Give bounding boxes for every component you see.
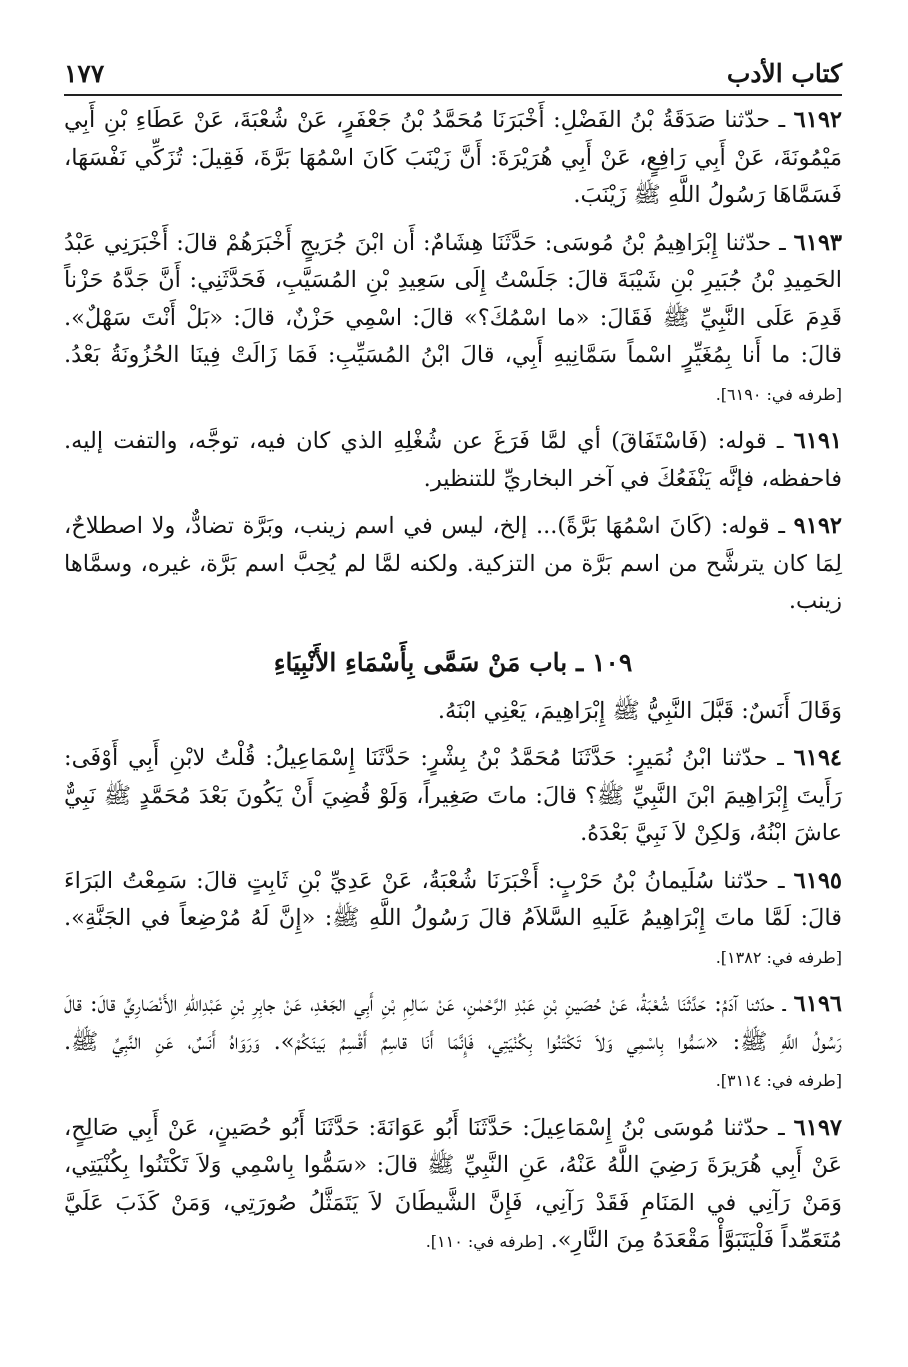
hadith-6196: ٦١٩٦ ـ حدّثنا آدَمُ: حَدَّثَنَا شُعْبَةُ، عَنْ حُصَينِ بْنِ عَبْدِ الرَّحْمٰنِ، عَنْ سَالِمِ بْنِ أَبِي الجَعْدِ، عَنْ جابِرِ بْنِ عَبْدِاللهِ الأَنْصَارِيِّ قالَ: قالَ رَسُولُ اللَّهِ ﷺ: «سَمُّوا بِاسْمِي وَلاَ تَكْتَنُوا بِكُنْيَتِي، فَإِنَّمَا أَنَا قاسِمٌ أَقْسِمُ بَينَكُمْ». وَرَوَاهُ أَنَسٌ، عَنِ النَّبِيِّ ﷺ. [طرفه في: ٣١١٤]. xyxy=(64,991,842,1090)
hadith-text: حدّثنا آدَمُ: حَدَّثَنَا شُعْبَةُ، عَنْ حُصَينِ بْنِ عَبْدِ الرَّحْمٰنِ، عَنْ سَالِمِ بْنِ أَبِي الجَعْدِ، عَنْ جابِرِ بْنِ عَبْدِاللهِ الأَنْصَارِيِّ قالَ: قالَ رَسُولُ اللَّهِ ﷺ: «سَمُّوا بِاسْمِي وَلاَ تَكْتَنُوا بِكُنْيَتِي، فَإِنَّمَا أَنَا قاسِمٌ أَقْسِمُ بَينَكُمْ». وَرَوَاهُ أَنَسٌ، عَنِ النَّبِيِّ ﷺ. xyxy=(64,991,842,1055)
chapter-number: ١٠٩ xyxy=(592,647,633,677)
hadith-6195: ٦١٩٥ ـ حدّثنا سُلَيمانُ بْنُ حَرْبٍ: أَخْبَرَنَا شُعْبَةُ، عَنْ عَدِيِّ بْنِ ثَابِتٍ قالَ: سَمِعْتُ البَرَاءَ قالَ: لَمَّا ماتَ إِبْرَاهِيمُ عَلَيهِ السَّلاَمُ قالَ رَسُولُ اللَّهِ ﷺ: «إِنَّ لَهُ مُرْضِعاً في الجَنَّةِ». [طرفه في: ١٣٨٢]. xyxy=(64,867,842,967)
cross-reference: [طرفه في: ١٣٨٢]. xyxy=(715,947,842,967)
hadith-number: ٦١٩٥ xyxy=(793,867,842,894)
commentary-6191: ٦١٩١ ـ قوله: (فَاسْتَفَاقَ) أي لمَّا فَرَغَ عن شُغْلِهِ الذي كان فيه، توجَّه، والتفت إليه. فاحفظه، فإنَّه يَنْفَعُكَ في آخر البخاريِّ للتنظير. xyxy=(64,428,842,492)
hadith-text: حدّثنا مُوسَى بْنُ إِسْمَاعِيلَ: حَدَّثَنَا أَبُو عَوَانَةَ: حَدَّثَنَا أَبُو حُصَينٍ، عَنْ أَبِي صَالِحٍ، عَنْ أَبِي هُرَيرَةَ رَضِيَ اللَّهُ عَنْهُ، عَنِ النَّبِيِّ ﷺ قالَ: «سَمُّوا بِاسْمِي وَلاَ تَكْتَنُوا بِكُنْيَتِي، وَمَنْ رَآنِي في المَنَامِ فَقَدْ رَآنِي، فَإِنَّ الشَّيطَانَ لاَ يَتَمَثَّلُ صُورَتِي، وَمَنْ كَذَبَ عَلَيَّ مُتَعَمِّداً فَلْيَتَبَوَّأْ مَقْعَدَهُ مِنَ النَّارِ». xyxy=(64,1114,842,1253)
hadith-6194: ٦١٩٤ ـ حدّثنا ابْنُ نُمَيرٍ: حَدَّثَنَا مُحَمَّدُ بْنُ بِشْرٍ: حَدَّثَنَا إِسْمَاعِيلُ: قُلْتُ لابْنِ أَبِي أَوْفَى: رَأَيتَ إِبْرَاهِيمَ ابْنَ النَّبِيِّ ﷺ؟ قالَ: ماتَ صَغِيراً، وَلَوْ قُضِيَ أَنْ يَكُونَ بَعْدَ مُحَمَّدٍ ﷺ نَبِيٌّ عاشَ ابْنُهُ، وَلكِنْ لاَ نَبِيَّ بَعْدَهُ. xyxy=(64,745,842,846)
hadith-6192: ٦١٩٢ ـ حدّثنا صَدَقَةُ بْنُ الفَضْلِ: أَخْبَرَنَا مُحَمَّدُ بْنُ جَعْفَرٍ، عَنْ شُعْبَةَ، عَنْ عَطَاءِ بْنِ أَبِي مَيْمُونَةَ، عَنْ أَبِي رَافِعٍ، عَنْ أَبِي هُرَيْرَةَ: أَنَّ زَيْنَبَ كَانَ اسْمُهَا بَرَّةَ، فَقِيلَ: تُزَكِّي نَفْسَهَا، فَسَمَّاهَا رَسُولُ اللَّهِ ﷺ زَيْنَبَ. xyxy=(64,107,842,208)
hadith-text: حدّثنا صَدَقَةُ بْنُ الفَضْلِ: أَخْبَرَنَا مُحَمَّدُ بْنُ جَعْفَرٍ، عَنْ شُعْبَةَ، عَنْ عَطَاءِ بْنِ أَبِي مَيْمُونَةَ، عَنْ أَبِي رَافِعٍ، عَنْ أَبِي هُرَيْرَةَ: أَنَّ زَيْنَبَ كَانَ اسْمُهَا بَرَّةَ، فَقِيلَ: تُزَكِّي نَفْسَهَا، فَسَمَّاهَا رَسُولُ اللَّهِ ﷺ زَيْنَبَ. xyxy=(64,107,842,208)
commentary-6192: ٩١٩٢ ـ قوله: (كَانَ اسْمُهَا بَرَّةً)... إلخ، ليس في اسم زينب، وبَرَّة تضادٌّ، ولا اصطلاحٌ، لِمَا كان يترشَّح من اسم بَرَّة من التزكية. ولكنه لمَّا لم يُحِبَّ اسم بَرَّة، غيره، وسمَّاها زينب. xyxy=(64,513,843,614)
hadith-text: حدّثنا إِبْرَاهِيمُ بْنُ مُوسَى: حَدَّثَنَا هِشَامٌ: أَن ابْنَ جُرَيجٍ أَخْبَرَهُمْ قالَ: أَخْبَرَنِي عَبْدُ الحَمِيدِ بْنُ جُبَيرِ بْنِ شَيْبَةَ قالَ: جَلَسْتُ إِلَى سَعِيدِ بْنِ المُسَيَّبِ، فَحَدَّثَنِي: أَنَّ جَدَّهُ حَزْناً قَدِمَ عَلَى النَّبِيِّ ﷺ فَقَالَ: «ما اسْمُكَ؟» قالَ: اسْمِي حَزْنٌ، قالَ: «بَلْ أَنْتَ سَهْلٌ». قالَ: ما أَنا بِمُغَيِّرٍ اسْماً سَمَّانِيهِ أَبِي، قالَ ابْنُ المُسَيِّبِ: فَمَا زَالَتْ فِينَا الحُزُونَةُ بَعْدُ. xyxy=(64,229,842,368)
hadith-number: ٦١٩٤ xyxy=(793,745,842,771)
commentary-text: قوله: (فَاسْتَفَاقَ) أي لمَّا فَرَغَ عن شُغْلِهِ الذي كان فيه، توجَّه، والتفت إليه. فاحفظه، فإنَّه يَنْفَعُكَ في آخر البخاريِّ للتنظير. xyxy=(64,428,842,492)
commentary-number: ٦١٩١ xyxy=(793,428,842,454)
cross-reference: [طرفه في: ١١٠]. xyxy=(425,1232,544,1251)
page-number: ١٧٧ xyxy=(64,59,105,88)
hadith-number: ٦١٩٣ xyxy=(793,229,842,256)
commentary-text: قوله: (كَانَ اسْمُهَا بَرَّةً)... إلخ، ليس في اسم زينب، وبَرَّة تضادٌّ، ولا اصطلاحٌ، لِمَا كان يترشَّح من اسم بَرَّة من التزكية. ولكنه لمَّا لم يُحِبَّ اسم بَرَّة، غيره، وسمَّاها زينب. xyxy=(64,513,842,614)
header-divider xyxy=(64,94,842,96)
hadith-number: ٦١٩٧ xyxy=(793,1114,842,1141)
hadith-6193: ٦١٩٣ ـ حدّثنا إِبْرَاهِيمُ بْنُ مُوسَى: حَدَّثَنَا هِشَامٌ: أَن ابْنَ جُرَيجٍ أَخْبَرَهُمْ قالَ: أَخْبَرَنِي عَبْدُ الحَمِيدِ بْنُ جُبَيرِ بْنِ شَيْبَةَ قالَ: جَلَسْتُ إِلَى سَعِيدِ بْنِ المُسَيَّبِ، فَحَدَّثَنِي: أَنَّ جَدَّهُ حَزْناً قَدِمَ عَلَى النَّبِيِّ ﷺ فَقَالَ: «ما اسْمُكَ؟» قالَ: اسْمِي حَزْنٌ، قالَ: «بَلْ أَنْتَ سَهْلٌ». قالَ: ما أَنا بِمُغَيِّرٍ اسْماً سَمَّانِيهِ أَبِي، قالَ ابْنُ المُسَيِّبِ: فَمَا زَالَتْ فِينَا الحُزُونَةُ بَعْدُ. [طرفه في: ٦١٩٠]. xyxy=(64,229,842,404)
cross-reference: [طرفه في: ٣١١٤]. xyxy=(715,1071,842,1090)
hadith-6197: ٦١٩٧ ـ حدّثنا مُوسَى بْنُ إِسْمَاعِيلَ: حَدَّثَنَا أَبُو عَوَانَةَ: حَدَّثَنَا أَبُو حُصَينٍ، عَنْ أَبِي صَالِحٍ، عَنْ أَبِي هُرَيرَةَ رَضِيَ اللَّهُ عَنْهُ، عَنِ النَّبِيِّ ﷺ قالَ: «سَمُّوا بِاسْمِي وَلاَ تَكْتَنُوا بِكُنْيَتِي، وَمَنْ رَآنِي في المَنَامِ فَقَدْ رَآنِي، فَإِنَّ الشَّيطَانَ لاَ يَتَمَثَّلُ صُورَتِي، وَمَنْ كَذَبَ عَلَيَّ مُتَعَمِّداً فَلْيَتَبَوَّأْ مَقْعَدَهُ مِنَ النَّارِ». [طرفه في: ١١٠]. xyxy=(64,1114,842,1253)
cross-reference: [طرفه في: ٦١٩٠]. xyxy=(715,384,842,404)
page-header xyxy=(64,44,842,88)
book-title: كتاب الأدب xyxy=(726,59,842,88)
commentary-number: ٩١٩٢ xyxy=(793,513,843,539)
hadith-number: ٦١٩٦ xyxy=(793,991,842,1017)
chapter-intro: وَقَالَ أَنَسٌ: قَبَّلَ النَّبِيُّ ﷺ إِبْرَاهِيمَ، يَعْنِي ابْنَهُ. xyxy=(437,697,842,724)
page-body xyxy=(64,102,842,1261)
hadith-number: ٦١٩٢ xyxy=(793,107,842,133)
hadith-text: حدّثنا سُلَيمانُ بْنُ حَرْبٍ: أَخْبَرَنَا شُعْبَةُ، عَنْ عَدِيِّ بْنِ ثَابِتٍ قالَ: سَمِعْتُ البَرَاءَ قالَ: لَمَّا ماتَ إِبْرَاهِيمُ عَلَيهِ السَّلاَمُ قالَ رَسُولُ اللَّهِ ﷺ: «إِنَّ لَهُ مُرْضِعاً في الجَنَّةِ». xyxy=(64,867,842,931)
hadith-text: حدّثنا ابْنُ نُمَيرٍ: حَدَّثَنَا مُحَمَّدُ بْنُ بِشْرٍ: حَدَّثَنَا إِسْمَاعِيلُ: قُلْتُ لابْنِ أَبِي أَوْفَى: رَأَيتَ إِبْرَاهِيمَ ابْنَ النَّبِيِّ ﷺ؟ قالَ: ماتَ صَغِيراً، وَلَوْ قُضِيَ أَنْ يَكُونَ بَعْدَ مُحَمَّدٍ ﷺ نَبِيٌّ عاشَ ابْنُهُ، وَلكِنْ لاَ نَبِيَّ بَعْدَهُ. xyxy=(64,745,842,846)
chapter-heading: ١٠٩ ـ باب مَنْ سَمَّى بِأَسْمَاءِ الأَنْبِيَاءِ xyxy=(273,647,633,677)
chapter-title: باب مَنْ سَمَّى بِأَسْمَاءِ الأَنْبِيَاءِ xyxy=(273,647,568,677)
